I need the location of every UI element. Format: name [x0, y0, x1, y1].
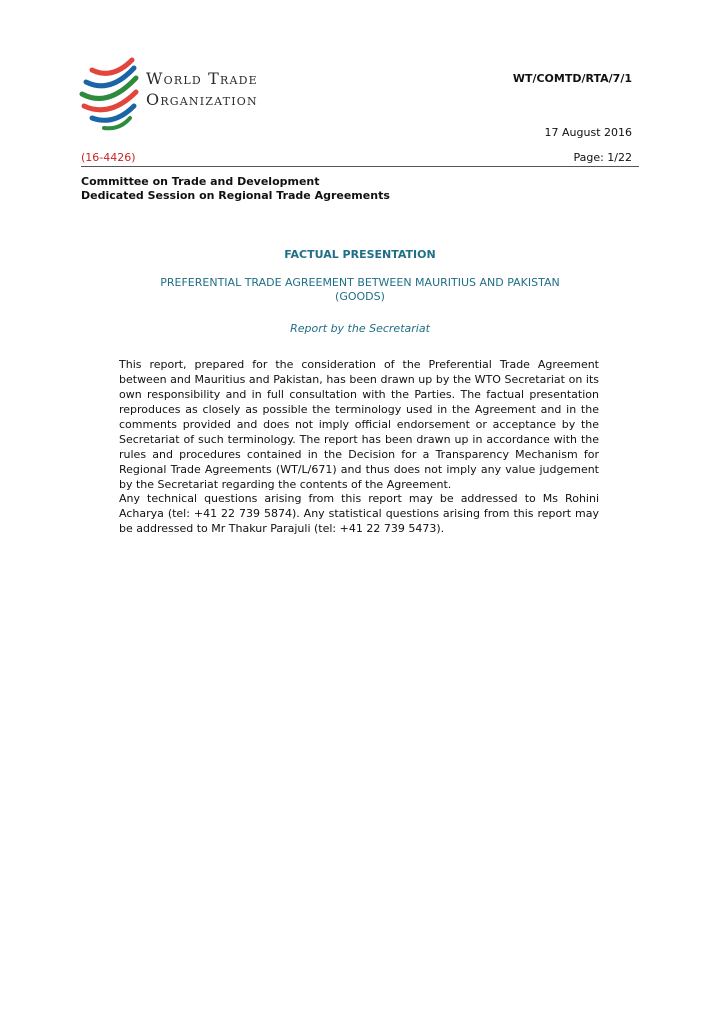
wto-wordmark: [146, 68, 258, 110]
report-author: Report by the Secretariat: [290, 322, 430, 335]
contact-paragraph: Any technical questions arising from this report may be addressed to Ms Rohini Acharya (tel: +41 22 739 5874). Any statistical questions arising from this report may be addressed to Mr Thakur Parajuli (tel: +41 22 739 5473).: [119, 492, 599, 535]
intro-paragraph: This report, prepared for the consideration of the Preferential Trade Agreement between and Mauritius and Pakistan, has been drawn up by the WTO Secretariat on its own responsibility and in full consultation with the Parties. The factual presentation reproduces as closely as possible the terminology used in the Agreement and in the comments provided and does not imply official endorsement or acceptance by the Secretariat of such terminology. The report has been drawn up in accordance with the rules and procedures contained in the Decision for a Transparency Mechanism for Regional Trade Agreements (WT/L/671) and thus does not imply any value judgement by the Secretariat regarding the contents of the Agreement.: [119, 358, 599, 491]
page-number: Page: 1/22: [573, 151, 632, 164]
document-symbol: WT/COMTD/RTA/7/1: [512, 72, 632, 85]
agreement-title-line1: PREFERENTIAL TRADE AGREEMENT BETWEEN MAURITIUS AND PAKISTAN: [160, 276, 560, 289]
wto-logo: [78, 56, 318, 132]
document-title: FACTUAL PRESENTATION: [284, 248, 436, 261]
session-name: Dedicated Session on Regional Trade Agreements: [81, 189, 390, 202]
header-divider: [81, 166, 639, 167]
committee-name: Committee on Trade and Development: [81, 175, 320, 188]
committee-block: [81, 175, 390, 203]
agreement-title-line2: (GOODS): [335, 290, 385, 303]
document-reference: (16-4426): [81, 151, 136, 164]
agreement-title: [81, 276, 639, 304]
wto-wordmark-line1: World Trade: [146, 69, 258, 88]
document-date: 17 August 2016: [544, 126, 632, 139]
wto-globe-icon: [78, 56, 142, 132]
wto-wordmark-line2: Organization: [146, 90, 258, 109]
